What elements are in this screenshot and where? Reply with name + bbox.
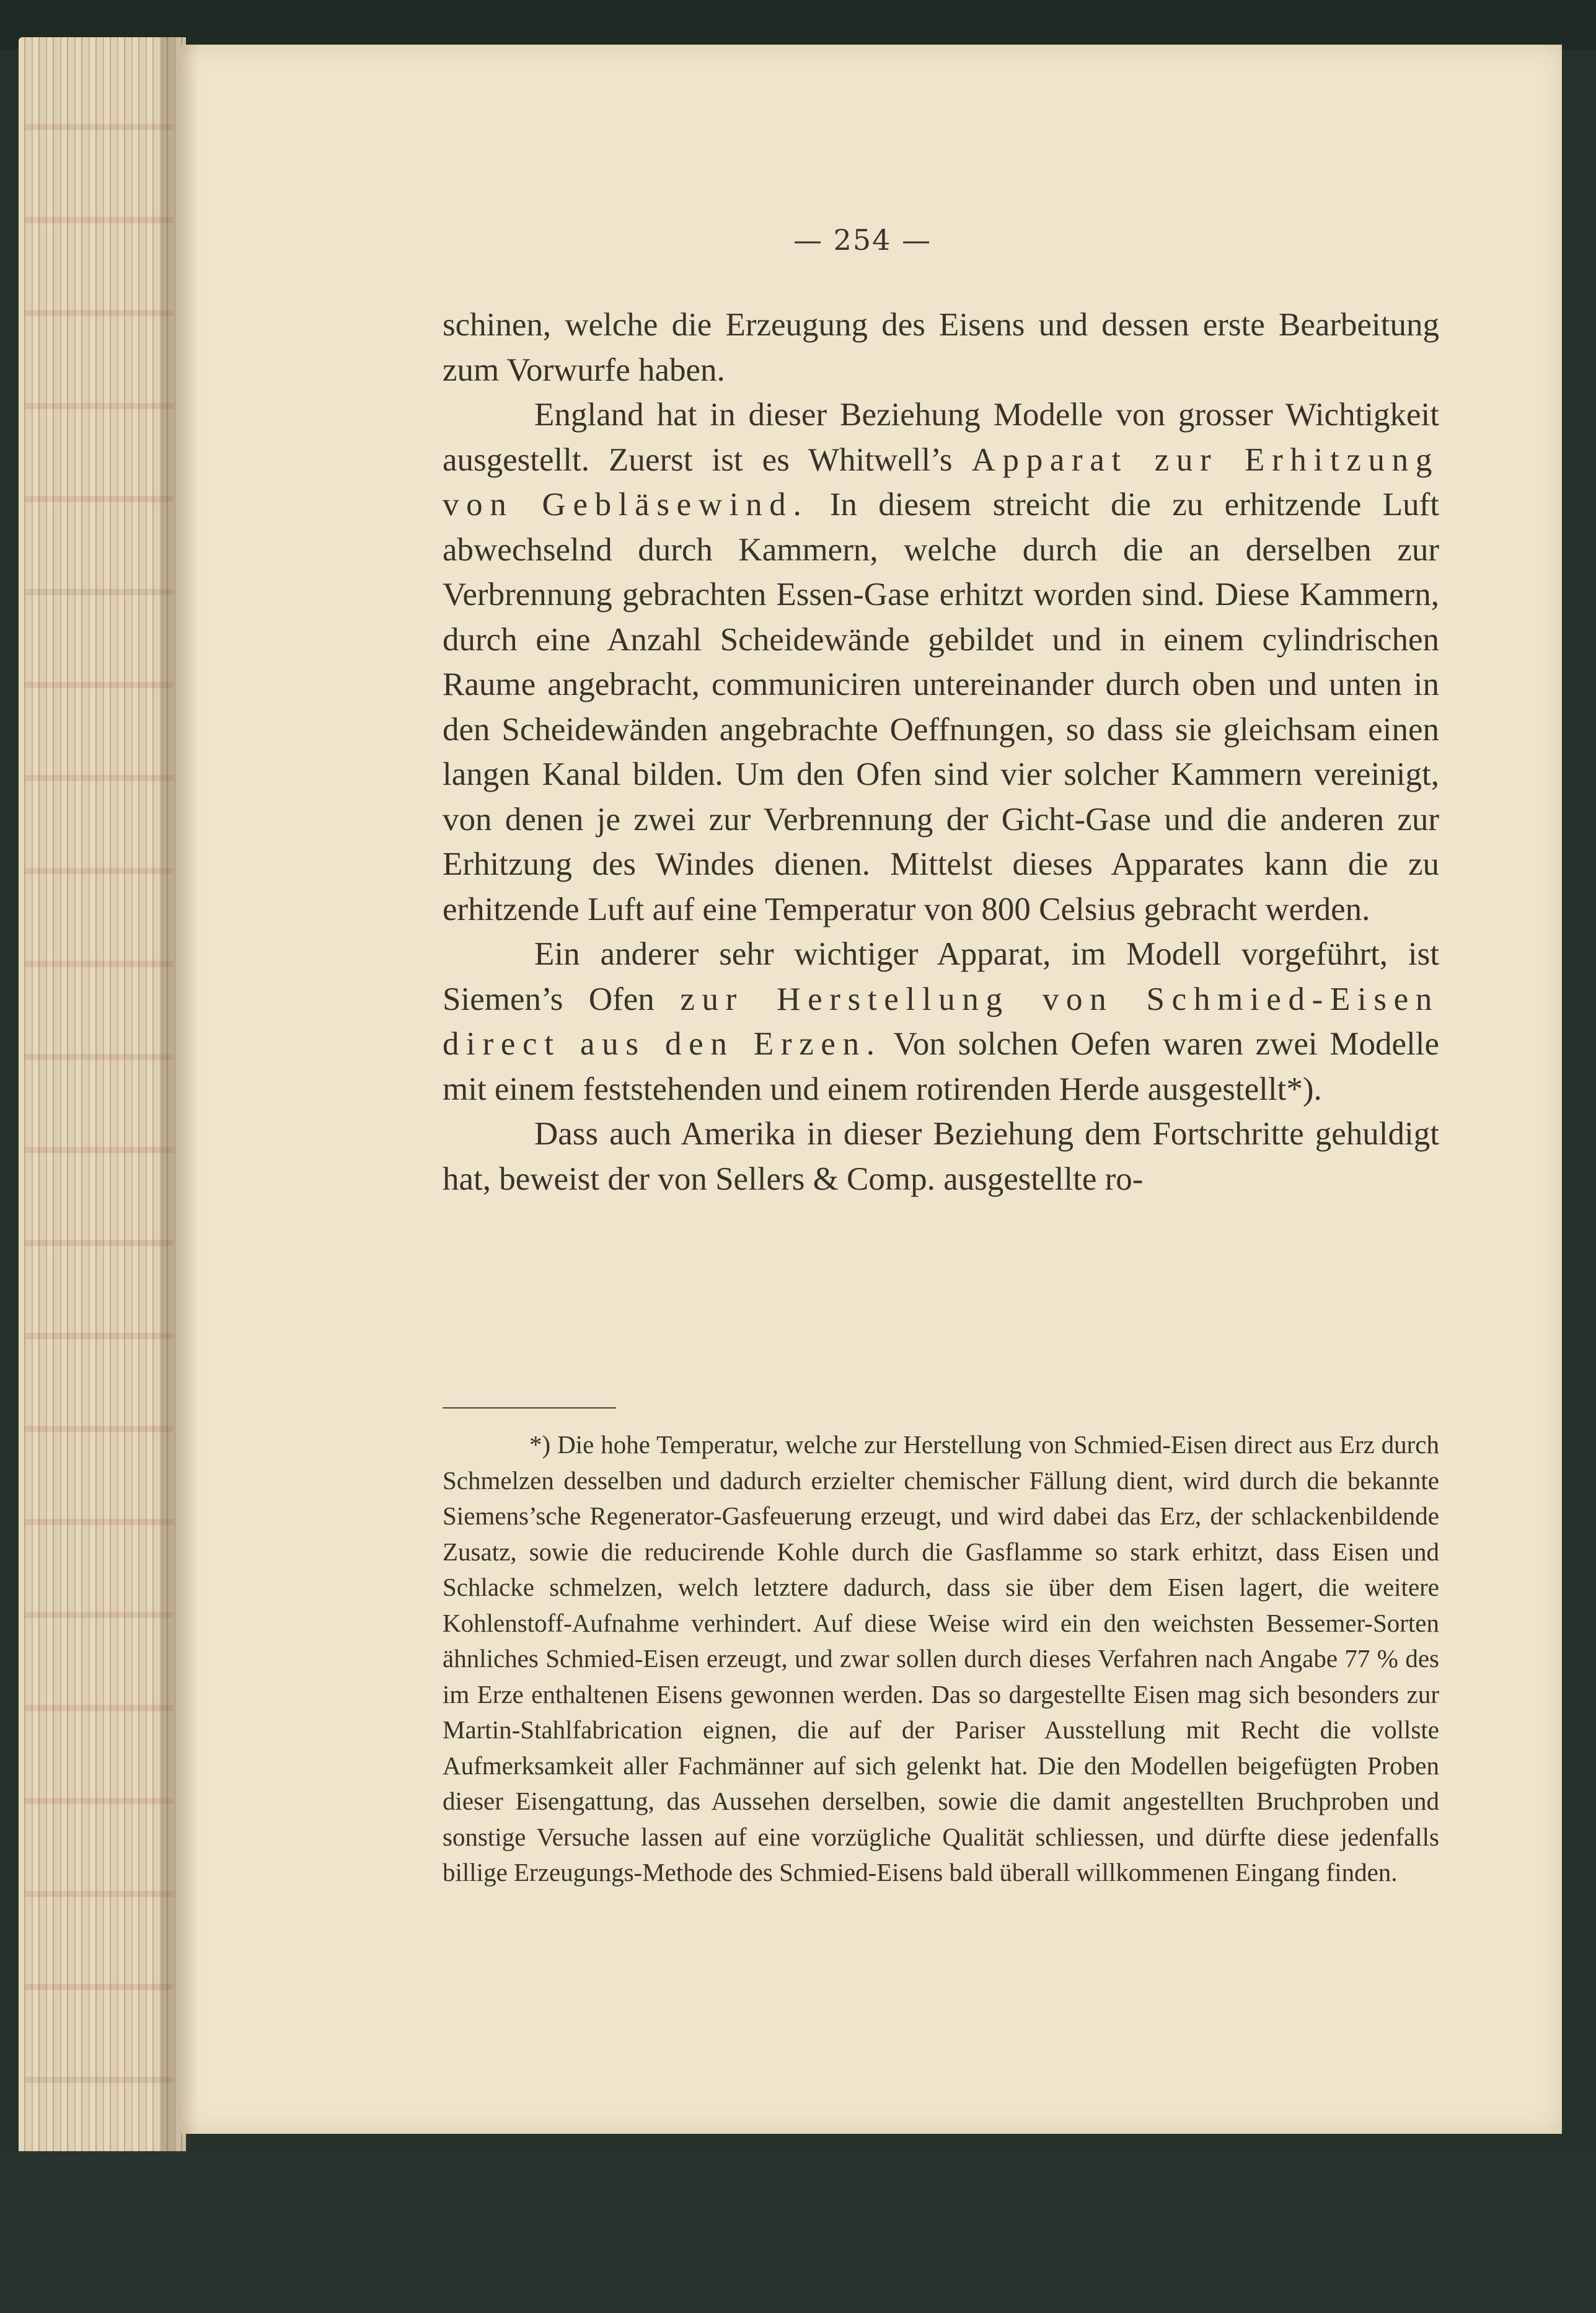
page-number: — 254 —	[793, 223, 932, 257]
footnote	[443, 1427, 1439, 1891]
paragraph-2-rest: In diesem streicht die zu erhitzende Luft abwechselnd durch Kammern, welche durch die an derselben zur Verbrennung gebrachten Essen-Gase erhitzt worden sind. Diese Kammern, durch eine Anzahl Scheidewände gebildet und in einem cylindrischen Raume angebracht, communiciren untereinander durch oben und unten in den Scheidewänden angebrachte Oeffnungen, so dass sie gleichsam einen langen Kanal bilden. Um den Ofen sind vier solcher Kammern vereinigt, von denen je zwei zur Verbrennung der Gicht-Gase und die anderen zur Erhitzung des Windes dienen. Mittelst dieses Apparates kann die zu erhitzende Luft auf eine Temperatur von 800 Celsius gebracht werden.	[443, 487, 1439, 927]
book-cover-bottom	[0, 2151, 1596, 2313]
paragraph-3	[443, 932, 1439, 1112]
footnote-text: *) Die hohe Temperatur, welche zur Herstellung von Schmied-Eisen direct aus Erz durch Schmelzen desselben und dadurch erzielter chemischer Fällung dient, wird durch die bekannte Siemens’sche Regenerator-Gasfeuerung erzeugt, und wird dabei das Erz, der schlackenbildende Zusatz, sowie die reducirende Kohle durch die Gasflamme so stark erhitzt, dass Eisen und Schlacke schmelzen, welch letztere dadurch, dass sie über dem Eisen lagert, die weitere Kohlenstoff-Aufnahme verhindert. Auf diese Weise wird ein den weichsten Bessemer-Sorten ähnliches Schmied-Eisen erzeugt, und zwar sollen durch dieses Verfahren nach Angabe 77 % des im Erze enthaltenen Eisens gewonnen werden. Das so dargestellte Eisen mag sich besonders zur Martin-Stahlfabrication eignen, die auf der Pariser Ausstellung mit Recht die vollste Aufmerksamkeit aller Fachmänner auf sich gelenkt hat. Die den Modellen beigefügten Proben dieser Eisengattung, das Aussehen derselben, sowie die damit angestellten Bruchproben und sonstige Versuche lassen auf eine vorzügliche Qualität schliessen, und dürfte diese jedenfalls billige Erzeugungs-Methode des Schmied-Eisens bald überall willkommenen Eingang finden.	[443, 1430, 1439, 1886]
main-text	[443, 303, 1439, 1201]
footnote-divider	[443, 1407, 616, 1409]
paragraph-1: schinen, welche die Erzeugung des Eisens und dessen erste Bearbeitung zum Vorwurfe haben.	[443, 307, 1439, 388]
paragraph-3-rest: Von solchen Oefen waren zwei Modelle mit einem feststehenden und einem rotirenden Herde ausgestellt*).	[443, 1026, 1439, 1107]
paragraph-2-emphasis: Apparat zur Erhitzung von Gebläsewind.	[443, 441, 1439, 523]
paragraph-4: Dass auch Amerika in dieser Beziehung dem Fortschritte gehuldigt hat, beweist der von Sellers & Comp. ausgestellte ro-	[443, 1116, 1439, 1197]
paragraph-2	[443, 392, 1439, 932]
gutter-shadow	[161, 37, 198, 2157]
paragraph-2-intro: England hat in dieser Beziehung Modelle von grosser Wichtigkeit ausgestellt. Zuerst ist es Whitwell’s	[443, 397, 1439, 478]
paragraph-3-emphasis: zur Herstellung von Schmied-Eisen direct aus den Erzen.	[443, 981, 1439, 1062]
book-cover-edge	[0, 0, 1596, 50]
paragraph-3-intro: Ein anderer sehr wichtiger Apparat, im Modell vorgeführt, ist Siemen’s Ofen	[443, 936, 1439, 1017]
